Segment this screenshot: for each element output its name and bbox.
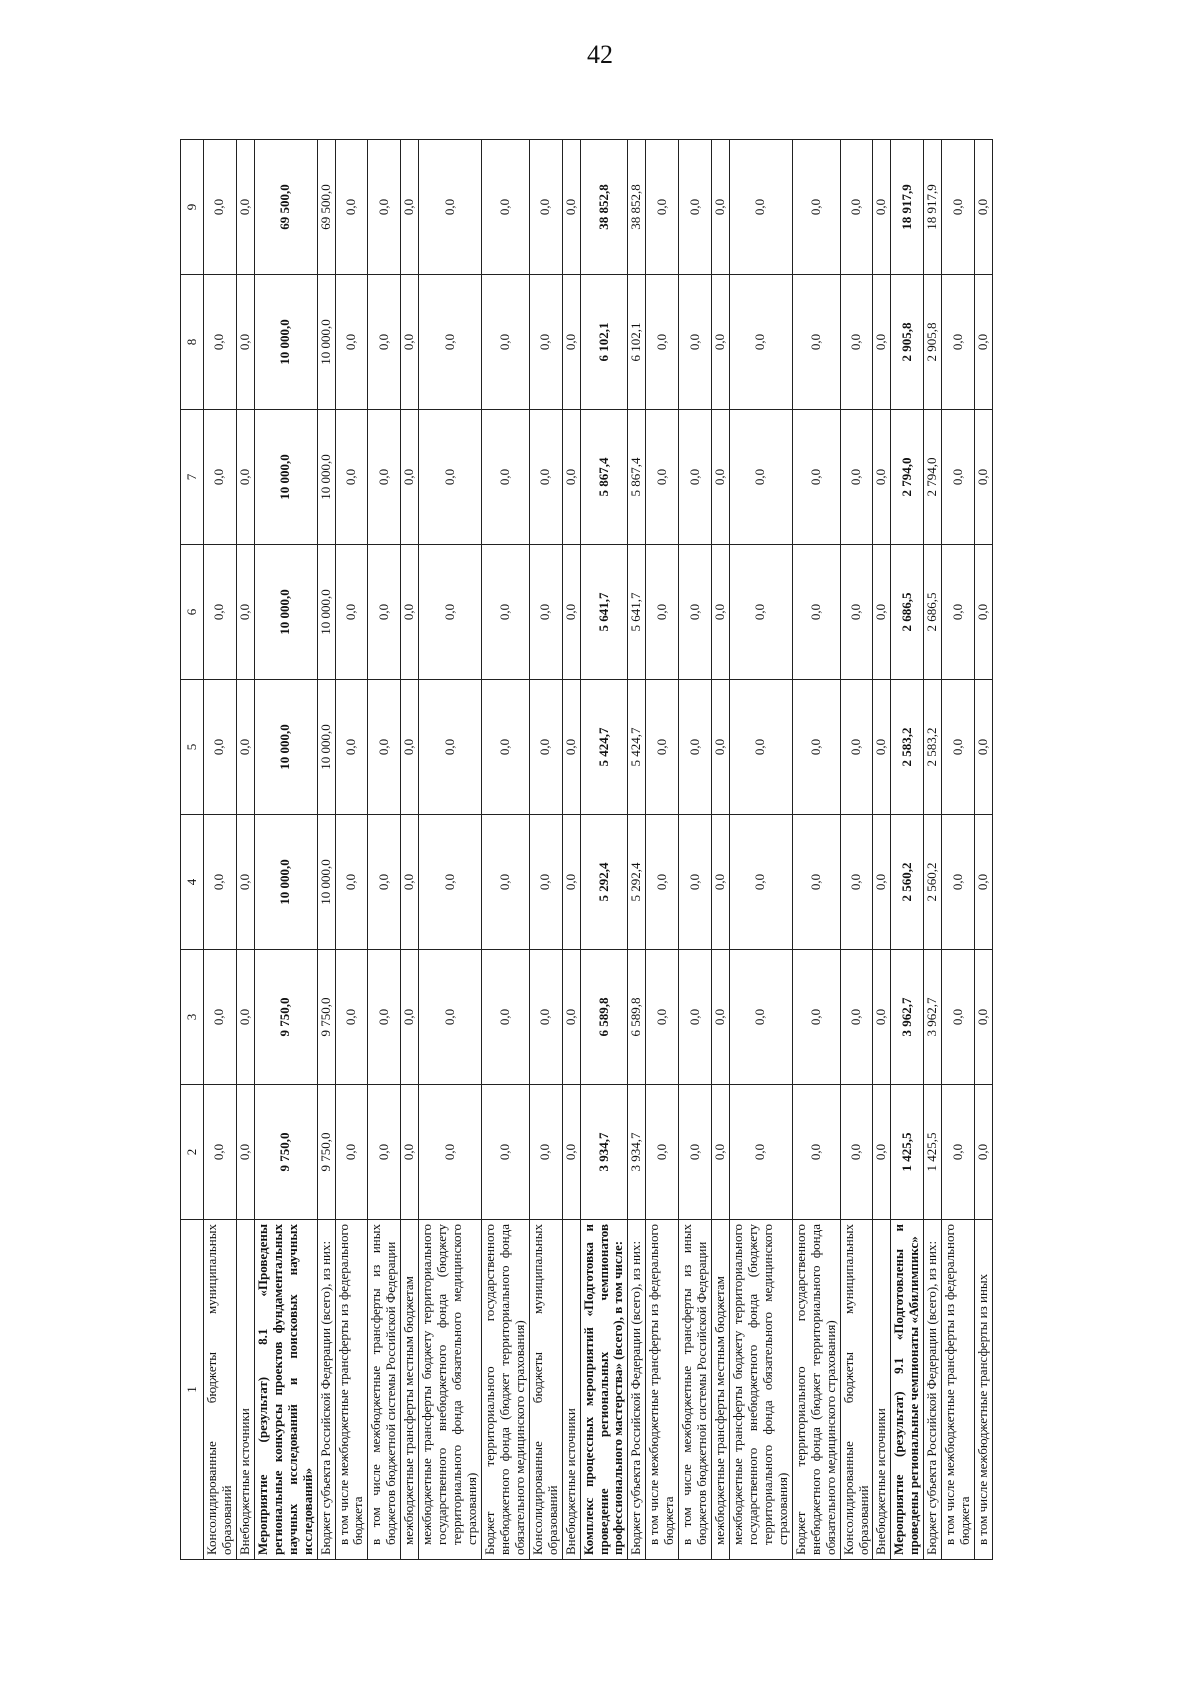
value-cell: 5 867,4 bbox=[580, 410, 628, 545]
row-label: Внебюджетные источники bbox=[873, 1220, 891, 1560]
value-cell: 0,0 bbox=[204, 140, 237, 275]
value-cell: 0,0 bbox=[481, 1085, 529, 1220]
value-cell: 0,0 bbox=[840, 545, 873, 680]
value-cell: 0,0 bbox=[712, 545, 730, 680]
value-cell: 0,0 bbox=[840, 1085, 873, 1220]
value-cell: 0,0 bbox=[840, 680, 873, 815]
table-row bbox=[924, 140, 942, 1560]
row-label: в том числе межбюджетные трансферты из иных бюджетов бюджетной системы Российской Федерации bbox=[679, 1220, 712, 1560]
value-cell: 2 794,0 bbox=[924, 410, 942, 545]
row-label: Консолидированные бюджеты муниципальных образований bbox=[204, 1220, 237, 1560]
value-cell: 0,0 bbox=[562, 275, 580, 410]
table-row bbox=[529, 140, 562, 1560]
value-cell: 0,0 bbox=[401, 950, 419, 1085]
table-row bbox=[419, 140, 482, 1560]
value-cell: 0,0 bbox=[335, 140, 368, 275]
value-cell: 0,0 bbox=[646, 545, 679, 680]
value-cell: 0,0 bbox=[730, 815, 793, 950]
value-cell: 5 867,4 bbox=[628, 410, 646, 545]
value-cell: 0,0 bbox=[481, 410, 529, 545]
value-cell: 10 000,0 bbox=[317, 410, 335, 545]
value-cell: 0,0 bbox=[368, 680, 401, 815]
value-cell: 0,0 bbox=[942, 410, 975, 545]
value-cell: 0,0 bbox=[942, 545, 975, 680]
table-row bbox=[204, 140, 237, 1560]
value-cell: 6 589,8 bbox=[580, 950, 628, 1085]
value-cell: 0,0 bbox=[792, 680, 840, 815]
value-cell: 0,0 bbox=[562, 680, 580, 815]
table-row bbox=[254, 140, 317, 1560]
table-row bbox=[236, 140, 254, 1560]
value-cell: 0,0 bbox=[335, 815, 368, 950]
value-cell: 0,0 bbox=[792, 545, 840, 680]
value-cell: 0,0 bbox=[335, 545, 368, 680]
value-cell: 0,0 bbox=[204, 410, 237, 545]
value-cell: 0,0 bbox=[679, 140, 712, 275]
value-cell: 0,0 bbox=[481, 275, 529, 410]
value-cell: 0,0 bbox=[679, 275, 712, 410]
row-label: в том числе межбюджетные трансферты из федерального бюджета bbox=[646, 1220, 679, 1560]
value-cell: 0,0 bbox=[873, 410, 891, 545]
value-cell: 2 686,5 bbox=[924, 545, 942, 680]
row-label: Бюджет субъекта Российской Федерации (всего), из них: bbox=[924, 1220, 942, 1560]
table-row bbox=[712, 140, 730, 1560]
row-label: в том числе межбюджетные трансферты из федерального бюджета bbox=[335, 1220, 368, 1560]
row-label: Мероприятие (результат) 8.1 «Проведены региональные конкурсы проектов фундаментальных научных исследований и поисковых научных исследований» bbox=[254, 1220, 317, 1560]
value-cell: 2 583,2 bbox=[891, 680, 924, 815]
value-cell: 0,0 bbox=[679, 950, 712, 1085]
value-cell: 0,0 bbox=[646, 275, 679, 410]
value-cell: 0,0 bbox=[419, 545, 482, 680]
value-cell: 0,0 bbox=[646, 680, 679, 815]
value-cell: 0,0 bbox=[942, 140, 975, 275]
value-cell: 0,0 bbox=[204, 815, 237, 950]
row-label: в том числе межбюджетные трансферты из иных bbox=[975, 1220, 993, 1560]
value-cell: 0,0 bbox=[401, 680, 419, 815]
value-cell: 10 000,0 bbox=[317, 815, 335, 950]
value-cell: 10 000,0 bbox=[317, 275, 335, 410]
value-cell: 0,0 bbox=[730, 950, 793, 1085]
table-body bbox=[204, 140, 993, 1560]
value-cell: 0,0 bbox=[840, 140, 873, 275]
value-cell: 0,0 bbox=[204, 545, 237, 680]
value-cell: 0,0 bbox=[481, 815, 529, 950]
value-cell: 9 750,0 bbox=[317, 950, 335, 1085]
value-cell: 0,0 bbox=[975, 950, 993, 1085]
value-cell: 9 750,0 bbox=[254, 950, 317, 1085]
value-cell: 10 000,0 bbox=[254, 275, 317, 410]
value-cell: 0,0 bbox=[481, 140, 529, 275]
value-cell: 0,0 bbox=[942, 815, 975, 950]
value-cell: 3 934,7 bbox=[580, 1085, 628, 1220]
value-cell: 0,0 bbox=[679, 545, 712, 680]
table-row bbox=[335, 140, 368, 1560]
value-cell: 2 794,0 bbox=[891, 410, 924, 545]
header-cell: 4 bbox=[181, 815, 204, 950]
value-cell: 0,0 bbox=[204, 950, 237, 1085]
table-row bbox=[580, 140, 628, 1560]
value-cell: 0,0 bbox=[236, 140, 254, 275]
value-cell: 0,0 bbox=[236, 275, 254, 410]
value-cell: 0,0 bbox=[942, 950, 975, 1085]
page-number: 42 bbox=[587, 40, 613, 69]
value-cell: 0,0 bbox=[401, 815, 419, 950]
value-cell: 0,0 bbox=[975, 815, 993, 950]
value-cell: 2 583,2 bbox=[924, 680, 942, 815]
value-cell: 0,0 bbox=[401, 1085, 419, 1220]
table-row bbox=[975, 140, 993, 1560]
value-cell: 0,0 bbox=[236, 680, 254, 815]
value-cell: 2 905,8 bbox=[891, 275, 924, 410]
value-cell: 0,0 bbox=[792, 275, 840, 410]
table-row bbox=[562, 140, 580, 1560]
value-cell: 5 641,7 bbox=[580, 545, 628, 680]
table-row bbox=[646, 140, 679, 1560]
value-cell: 0,0 bbox=[712, 275, 730, 410]
value-cell: 0,0 bbox=[646, 815, 679, 950]
value-cell: 38 852,8 bbox=[580, 140, 628, 275]
row-label: Мероприятие (результат) 9.1 «Подготовлены и проведены региональные чемпионаты «Абилимпикс» bbox=[891, 1220, 924, 1560]
value-cell: 0,0 bbox=[529, 680, 562, 815]
value-cell: 0,0 bbox=[792, 410, 840, 545]
table-row bbox=[730, 140, 793, 1560]
table-row bbox=[873, 140, 891, 1560]
value-cell: 0,0 bbox=[368, 140, 401, 275]
row-label: межбюджетные трансферты бюджету территориального государственного внебюджетного фонда (бюджету территориального фонда обязательного медицинского страхования) bbox=[419, 1220, 482, 1560]
table-row bbox=[481, 140, 529, 1560]
value-cell: 0,0 bbox=[335, 950, 368, 1085]
header-cell: 6 bbox=[181, 545, 204, 680]
value-cell: 1 425,5 bbox=[924, 1085, 942, 1220]
row-label: Консолидированные бюджеты муниципальных образований bbox=[529, 1220, 562, 1560]
value-cell: 0,0 bbox=[368, 950, 401, 1085]
value-cell: 0,0 bbox=[873, 140, 891, 275]
value-cell: 0,0 bbox=[679, 1085, 712, 1220]
value-cell: 18 917,9 bbox=[891, 140, 924, 275]
value-cell: 0,0 bbox=[419, 1085, 482, 1220]
value-cell: 0,0 bbox=[873, 815, 891, 950]
value-cell: 0,0 bbox=[236, 1085, 254, 1220]
table-row bbox=[840, 140, 873, 1560]
value-cell: 0,0 bbox=[368, 815, 401, 950]
value-cell: 10 000,0 bbox=[254, 815, 317, 950]
value-cell: 0,0 bbox=[236, 815, 254, 950]
value-cell: 0,0 bbox=[204, 680, 237, 815]
value-cell: 0,0 bbox=[975, 545, 993, 680]
value-cell: 0,0 bbox=[730, 410, 793, 545]
table-row bbox=[792, 140, 840, 1560]
value-cell: 0,0 bbox=[646, 410, 679, 545]
value-cell: 0,0 bbox=[368, 1085, 401, 1220]
value-cell: 0,0 bbox=[679, 410, 712, 545]
value-cell: 6 102,1 bbox=[580, 275, 628, 410]
value-cell: 6 102,1 bbox=[628, 275, 646, 410]
value-cell: 10 000,0 bbox=[254, 680, 317, 815]
value-cell: 9 750,0 bbox=[254, 1085, 317, 1220]
value-cell: 0,0 bbox=[942, 275, 975, 410]
value-cell: 0,0 bbox=[975, 680, 993, 815]
value-cell: 18 917,9 bbox=[924, 140, 942, 275]
value-cell: 3 962,7 bbox=[891, 950, 924, 1085]
value-cell: 0,0 bbox=[419, 410, 482, 545]
rotated-table-container bbox=[180, 140, 1140, 1560]
row-label: Консолидированные бюджеты муниципальных образований bbox=[840, 1220, 873, 1560]
value-cell: 0,0 bbox=[368, 545, 401, 680]
value-cell: 0,0 bbox=[562, 410, 580, 545]
value-cell: 0,0 bbox=[529, 815, 562, 950]
value-cell: 0,0 bbox=[712, 680, 730, 815]
value-cell: 69 500,0 bbox=[254, 140, 317, 275]
value-cell: 0,0 bbox=[792, 950, 840, 1085]
value-cell: 0,0 bbox=[712, 1085, 730, 1220]
value-cell: 0,0 bbox=[419, 140, 482, 275]
value-cell: 6 589,8 bbox=[628, 950, 646, 1085]
value-cell: 0,0 bbox=[529, 275, 562, 410]
value-cell: 0,0 bbox=[204, 275, 237, 410]
value-cell: 0,0 bbox=[335, 275, 368, 410]
value-cell: 10 000,0 bbox=[317, 680, 335, 815]
value-cell: 5 641,7 bbox=[628, 545, 646, 680]
value-cell: 0,0 bbox=[562, 815, 580, 950]
value-cell: 5 424,7 bbox=[580, 680, 628, 815]
budget-table bbox=[180, 139, 993, 1560]
value-cell: 2 686,5 bbox=[891, 545, 924, 680]
value-cell: 0,0 bbox=[975, 140, 993, 275]
row-label: в том числе межбюджетные трансферты из федерального бюджета bbox=[942, 1220, 975, 1560]
value-cell: 0,0 bbox=[730, 680, 793, 815]
value-cell: 3 934,7 bbox=[628, 1085, 646, 1220]
value-cell: 0,0 bbox=[730, 545, 793, 680]
value-cell: 0,0 bbox=[419, 950, 482, 1085]
value-cell: 0,0 bbox=[529, 140, 562, 275]
value-cell: 0,0 bbox=[873, 680, 891, 815]
value-cell: 0,0 bbox=[401, 275, 419, 410]
value-cell: 10 000,0 bbox=[254, 545, 317, 680]
value-cell: 0,0 bbox=[712, 410, 730, 545]
header-cell: 8 bbox=[181, 275, 204, 410]
value-cell: 0,0 bbox=[646, 1085, 679, 1220]
value-cell: 0,0 bbox=[679, 680, 712, 815]
value-cell: 3 962,7 bbox=[924, 950, 942, 1085]
row-label: межбюджетные трансферты бюджету территориального государственного внебюджетного фонда (бюджету территориального фонда обязательного медицинского страхования) bbox=[730, 1220, 793, 1560]
value-cell: 0,0 bbox=[975, 1085, 993, 1220]
value-cell: 0,0 bbox=[335, 410, 368, 545]
value-cell: 0,0 bbox=[401, 140, 419, 275]
value-cell: 0,0 bbox=[368, 410, 401, 545]
table-row bbox=[317, 140, 335, 1560]
table-row bbox=[942, 140, 975, 1560]
row-label: Бюджет субъекта Российской Федерации (всего), из них: bbox=[317, 1220, 335, 1560]
value-cell: 0,0 bbox=[419, 680, 482, 815]
value-cell: 10 000,0 bbox=[317, 545, 335, 680]
value-cell: 0,0 bbox=[712, 140, 730, 275]
header-cell: 9 bbox=[181, 140, 204, 275]
row-label: Внебюджетные источники bbox=[562, 1220, 580, 1560]
value-cell: 0,0 bbox=[236, 950, 254, 1085]
value-cell: 0,0 bbox=[873, 1085, 891, 1220]
value-cell: 0,0 bbox=[236, 545, 254, 680]
value-cell: 0,0 bbox=[204, 1085, 237, 1220]
value-cell: 0,0 bbox=[419, 275, 482, 410]
value-cell: 0,0 bbox=[730, 140, 793, 275]
value-cell: 0,0 bbox=[679, 815, 712, 950]
value-cell: 0,0 bbox=[646, 950, 679, 1085]
row-label: Бюджет территориального государственного внебюджетного фонда (бюджет территориального фонда обязательного медицинского страхования) bbox=[792, 1220, 840, 1560]
value-cell: 0,0 bbox=[562, 140, 580, 275]
value-cell: 0,0 bbox=[840, 410, 873, 545]
value-cell: 10 000,0 bbox=[254, 410, 317, 545]
table-row bbox=[401, 140, 419, 1560]
value-cell: 0,0 bbox=[792, 1085, 840, 1220]
value-cell: 0,0 bbox=[529, 950, 562, 1085]
value-cell: 0,0 bbox=[942, 680, 975, 815]
value-cell: 0,0 bbox=[712, 815, 730, 950]
row-label: Бюджет территориального государственного внебюджетного фонда (бюджет территориального фонда обязательного медицинского страхования) bbox=[481, 1220, 529, 1560]
value-cell: 0,0 bbox=[419, 815, 482, 950]
row-label: Внебюджетные источники bbox=[236, 1220, 254, 1560]
value-cell: 0,0 bbox=[562, 545, 580, 680]
value-cell: 2 560,2 bbox=[891, 815, 924, 950]
value-cell: 0,0 bbox=[712, 950, 730, 1085]
header-cell: 1 bbox=[181, 1220, 204, 1560]
value-cell: 0,0 bbox=[481, 950, 529, 1085]
value-cell: 0,0 bbox=[792, 140, 840, 275]
value-cell: 0,0 bbox=[873, 545, 891, 680]
value-cell: 38 852,8 bbox=[628, 140, 646, 275]
value-cell: 0,0 bbox=[529, 1085, 562, 1220]
header-cell: 2 bbox=[181, 1085, 204, 1220]
row-label: Комплекс процессных мероприятий «Подготовка и проведение региональных чемпионатов профессионального мастерства» (всего), в том числе: bbox=[580, 1220, 628, 1560]
value-cell: 0,0 bbox=[792, 815, 840, 950]
value-cell: 0,0 bbox=[942, 1085, 975, 1220]
value-cell: 0,0 bbox=[401, 410, 419, 545]
row-label: в том числе межбюджетные трансферты из иных бюджетов бюджетной системы Российской Федерации bbox=[368, 1220, 401, 1560]
header-cell: 5 bbox=[181, 680, 204, 815]
row-label: межбюджетные трансферты местным бюджетам bbox=[401, 1220, 419, 1560]
table-row bbox=[891, 140, 924, 1560]
value-cell: 0,0 bbox=[840, 815, 873, 950]
value-cell: 0,0 bbox=[562, 950, 580, 1085]
value-cell: 0,0 bbox=[730, 275, 793, 410]
value-cell: 0,0 bbox=[529, 545, 562, 680]
header-cell: 7 bbox=[181, 410, 204, 545]
row-label: межбюджетные трансферты местным бюджетам bbox=[712, 1220, 730, 1560]
value-cell: 0,0 bbox=[975, 275, 993, 410]
value-cell: 2 560,2 bbox=[924, 815, 942, 950]
table-rotator bbox=[180, 140, 1140, 1560]
value-cell: 5 292,4 bbox=[580, 815, 628, 950]
value-cell: 0,0 bbox=[335, 1085, 368, 1220]
value-cell: 69 500,0 bbox=[317, 140, 335, 275]
row-label: Бюджет субъекта Российской Федерации (всего), из них: bbox=[628, 1220, 646, 1560]
value-cell: 1 425,5 bbox=[891, 1085, 924, 1220]
value-cell: 0,0 bbox=[840, 950, 873, 1085]
table-row bbox=[368, 140, 401, 1560]
value-cell: 0,0 bbox=[975, 410, 993, 545]
value-cell: 0,0 bbox=[368, 275, 401, 410]
header-cell: 3 bbox=[181, 950, 204, 1085]
value-cell: 2 905,8 bbox=[924, 275, 942, 410]
table-header-row bbox=[181, 140, 204, 1560]
table-row bbox=[628, 140, 646, 1560]
value-cell: 0,0 bbox=[236, 410, 254, 545]
value-cell: 0,0 bbox=[335, 680, 368, 815]
value-cell: 0,0 bbox=[873, 275, 891, 410]
value-cell: 9 750,0 bbox=[317, 1085, 335, 1220]
value-cell: 5 292,4 bbox=[628, 815, 646, 950]
value-cell: 0,0 bbox=[401, 545, 419, 680]
value-cell: 5 424,7 bbox=[628, 680, 646, 815]
table-row bbox=[679, 140, 712, 1560]
value-cell: 0,0 bbox=[840, 275, 873, 410]
value-cell: 0,0 bbox=[562, 1085, 580, 1220]
value-cell: 0,0 bbox=[873, 950, 891, 1085]
value-cell: 0,0 bbox=[529, 410, 562, 545]
value-cell: 0,0 bbox=[481, 680, 529, 815]
value-cell: 0,0 bbox=[481, 545, 529, 680]
value-cell: 0,0 bbox=[730, 1085, 793, 1220]
value-cell: 0,0 bbox=[646, 140, 679, 275]
